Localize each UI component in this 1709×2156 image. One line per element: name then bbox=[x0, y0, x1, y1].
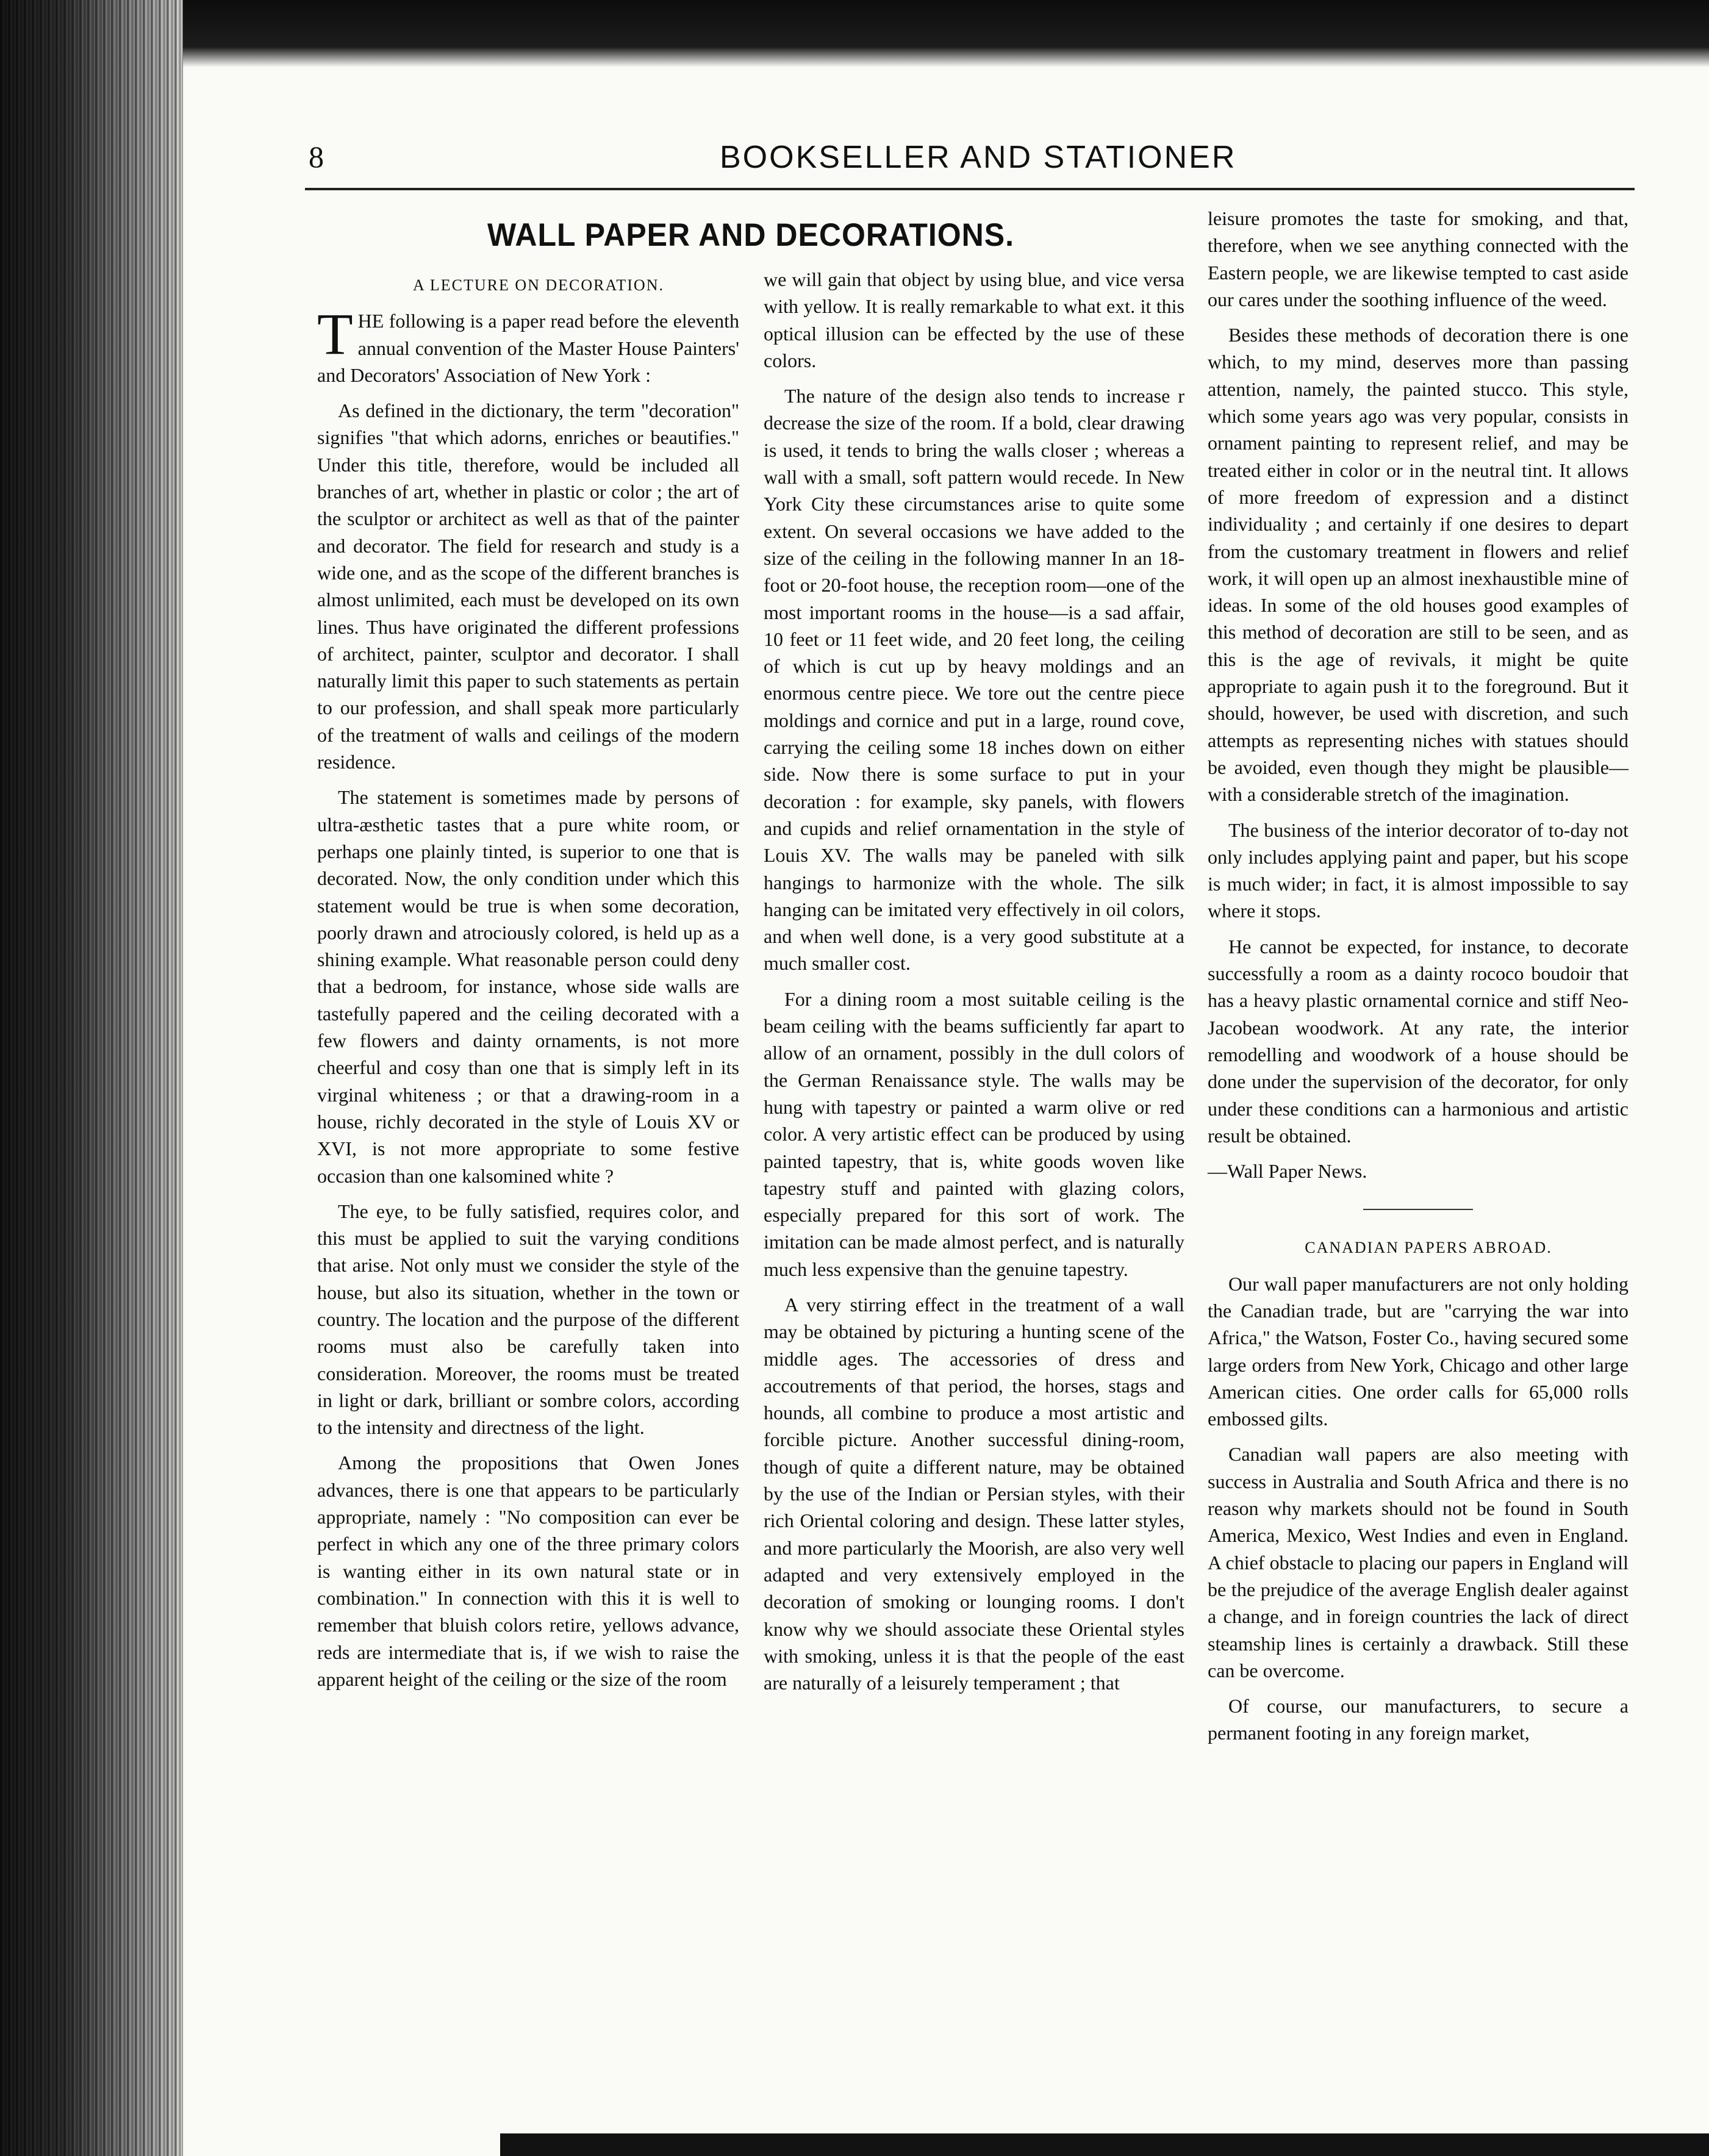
column-3 bbox=[1208, 205, 1628, 1755]
paragraph: Among the propositions that Owen Jones advances, there is one that appears to be particularly appropriate, namely : "No composition can ever be perfect in which any one of the three primary colors is wanting either in its own natural state or in combination." In connection with this it is well to remember that bluish colors retire, yellows advance, reds are intermediate that is, if we wish to raise the apparent height of the ceiling or the size of the room bbox=[317, 1452, 739, 1690]
article-source: —Wall Paper News. bbox=[1208, 1160, 1367, 1183]
paragraph: A very stirring effect in the treatment of a wall may be obtained by picturing a hunting scene of the middle ages. The accessories of dress and accoutrements of that period, the horses, stags and hounds, all combine to produce a most artistic and forcible picture. Another successful dining-room, though of quite a different nature, may be obtained by the use of the Indian or Persian styles, with their rich Oriental coloring and design. These latter styles, and more particularly the Moorish, are also very well adapted and very extensively employed in the decoration of smoking or lounging rooms. I don't know why we should associate these Oriental styles with smoking, unless it is that the people of the east are naturally of a leisurely temperament ; that bbox=[764, 1293, 1184, 1694]
article-subheading: A LECTURE ON DECORATION. bbox=[413, 276, 664, 294]
paragraph: As defined in the dictionary, the term "decoration" signifies "that which adorns, enriches or beautifies." Under this title, therefore, would be included all branches of art, whether in plastic or color ; the art of the sculptor or architect as well as that of the painter and decorator. The field for research and study is a wide one, and as the scope of the different branches is almost unlimited, each must be developed on its own lines. Thus have originated the different professions of architect, painter, sculptor and decorator. I shall naturally limit this paper to such statements as pertain to our profession, and shall speak more particularly of the treatment of walls and ceilings of the modern residence. bbox=[317, 399, 739, 773]
lead-text: HE following is a paper read before the eleventh annual convention of the Master House Painters' and Decorators' Association of New York : bbox=[317, 310, 739, 386]
column-2 bbox=[764, 266, 1184, 1705]
paragraph: For a dining room a most suitable ceiling is the beam ceiling with the beams sufficiently far apart to allow of an ornament, possibly in the dull colors of the German Renaissance style. The walls may be hung with tapestry or painted a warm olive or red color. A very artistic effect can be produced by using painted tapestry, that is, white goods woven like tapestry stuff and painted with glazing colors, especially prepared for this sort of work. The imitation can be made almost perfect, and is naturally much less expensive than the genuine tapestry. bbox=[764, 987, 1184, 1280]
paragraph: The eye, to be fully satisfied, requires color, and this must be applied to suit the varying conditions that arise. Not only must we consider the style of the house, but also its situation, whether in the town or country. The location and the purpose of the different rooms must also be carefully taken into consideration. Moreover, the rooms must be treated in light or dark, brilliant or sombre colors, according to the intensity and directness of the light. bbox=[317, 1200, 739, 1439]
paragraph: Besides these methods of decoration there is one which, to my mind, deserves more than passing attention, namely, the painted stucco. This style, which some years ago was very popular, consists in ornament painting to represent relief, and may be treated either in color or in the neutral tint. It allows of more freedom of expression and a distinct individuality ; and certainly if one desires to depart from the customary treatment in flowers and relief work, it will open up an almost inexhaustible mine of ideas. In some of the old houses good examples of this method of decoration are still to be seen, and as this is the age of revivals, it might be quite appropriate to again push it to the foreground. But it should, however, be used with discretion, and such attempts as representing niches with statues should be avoided, even though they might be plausible—with a considerable stretch of the imagination. bbox=[1208, 324, 1628, 806]
column-1 bbox=[317, 272, 739, 1701]
paragraph: Our wall paper manufacturers are not only holding the Canadian trade, but are "carrying the war into Africa," the Watson, Foster Co., having secured some large orders from New York, Chicago and other large American cities. One order calls for 65,000 rolls embossed gilts. bbox=[1208, 1272, 1628, 1430]
page-number: 8 bbox=[309, 140, 324, 174]
article2-title: CANADIAN PAPERS ABROAD. bbox=[1305, 1239, 1552, 1257]
section-divider bbox=[1363, 1209, 1473, 1210]
header-rule bbox=[305, 188, 1635, 190]
paragraph: The business of the interior decorator of to-day not only includes applying paint and paper, but his scope is much wider; in fact, it is almost impossible to say where it stops. bbox=[1208, 818, 1628, 922]
scan-bottom-shadow bbox=[500, 2133, 1709, 2156]
article-title: WALL PAPER AND DECORATIONS. bbox=[487, 217, 1015, 253]
scan-top-shadow bbox=[183, 0, 1709, 67]
paragraph: leisure promotes the taste for smoking, and that, therefore, when we see anything connected with the Eastern people, we are likewise tempted to cast aside our cares under the soothing influence of the weed. bbox=[1208, 207, 1628, 310]
paragraph: we will gain that object by using blue, and vice versa with yellow. It is really remarkable to what ext. it this optical illusion can be effected by the use of these colors. bbox=[764, 268, 1184, 371]
lead-paragraph bbox=[317, 301, 739, 389]
paragraph: Canadian wall papers are also meeting with success in Australia and South Africa and there is no reason why markets should not be found in South America, Mexico, West Indies and even in England. A chief obstacle to placing our papers in England will be the prejudice of the average English dealer against a change, and in foreign countries the lack of direct steamship lines is certainly a drawback. Still these can be overcome. bbox=[1208, 1443, 1628, 1681]
paragraph: He cannot be expected, for instance, to decorate successfully a room as a dainty rococo boudoir that has a heavy plastic ornamental cornice and stiff Neo-Jacobean woodwork. At any rate, the interior remodelling and woodwork of a house should be done under the supervision of the decorator, for only under these conditions can a harmonious and artistic result be obtained. bbox=[1208, 935, 1628, 1147]
running-title: BOOKSELLER AND STATIONER bbox=[720, 140, 1237, 175]
drop-cap: T bbox=[317, 301, 353, 367]
paragraph: The nature of the design also tends to increase r decrease the size of the room. If a bold, clear drawing is used, it tends to bring the walls closer ; whereas a wall with a small, soft pattern would recede. In New York City these circumstances arise to quite some extent. On several occasions we have added to the size of the ceiling in the following manner In an 18-foot or 20-foot house, the reception room—one of the most important rooms in the house—is a sad affair, 10 feet or 11 feet wide, and 20 feet long, the ceiling of which is cut up by heavy moldings and an enormous centre piece. We tore out the centre piece moldings and cornice and put in a large, round cove, carrying the ceiling some 18 inches down on either side. Now there is some surface to put in your decoration : for example, sky panels, with flowers and cupids and relief ornamentation in the style of Louis XV. The walls may be paneled with silk hangings to harmonize with the whole. The silk hanging can be imitated very effectively in oil colors, and when well done, is a very good substitute at a much smaller cost. bbox=[764, 385, 1184, 975]
scan-edge-shadow bbox=[0, 0, 183, 2156]
paragraph: The statement is sometimes made by persons of ultra-æsthetic tastes that a pure white room, or perhaps one plainly tinted, is superior to one that is decorated. Now, the only condition under which this statement would be true is when some decoration, poorly drawn and atrociously colored, is held up as a shining example. What reasonable person could deny that a bedroom, for instance, whose side walls are tastefully papered and the ceiling decorated with a few flowers and dainty ornaments, is not more cheerful and cosy than one that is simply left in its virginal whiteness ; or that a drawing-room in a house, richly decorated in the style of Louis XV or XVI, is not more appropriate to some festive occasion than one kalsomined white ? bbox=[317, 786, 739, 1187]
paragraph: Of course, our manufacturers, to secure a permanent footing in any foreign market, bbox=[1208, 1695, 1628, 1744]
